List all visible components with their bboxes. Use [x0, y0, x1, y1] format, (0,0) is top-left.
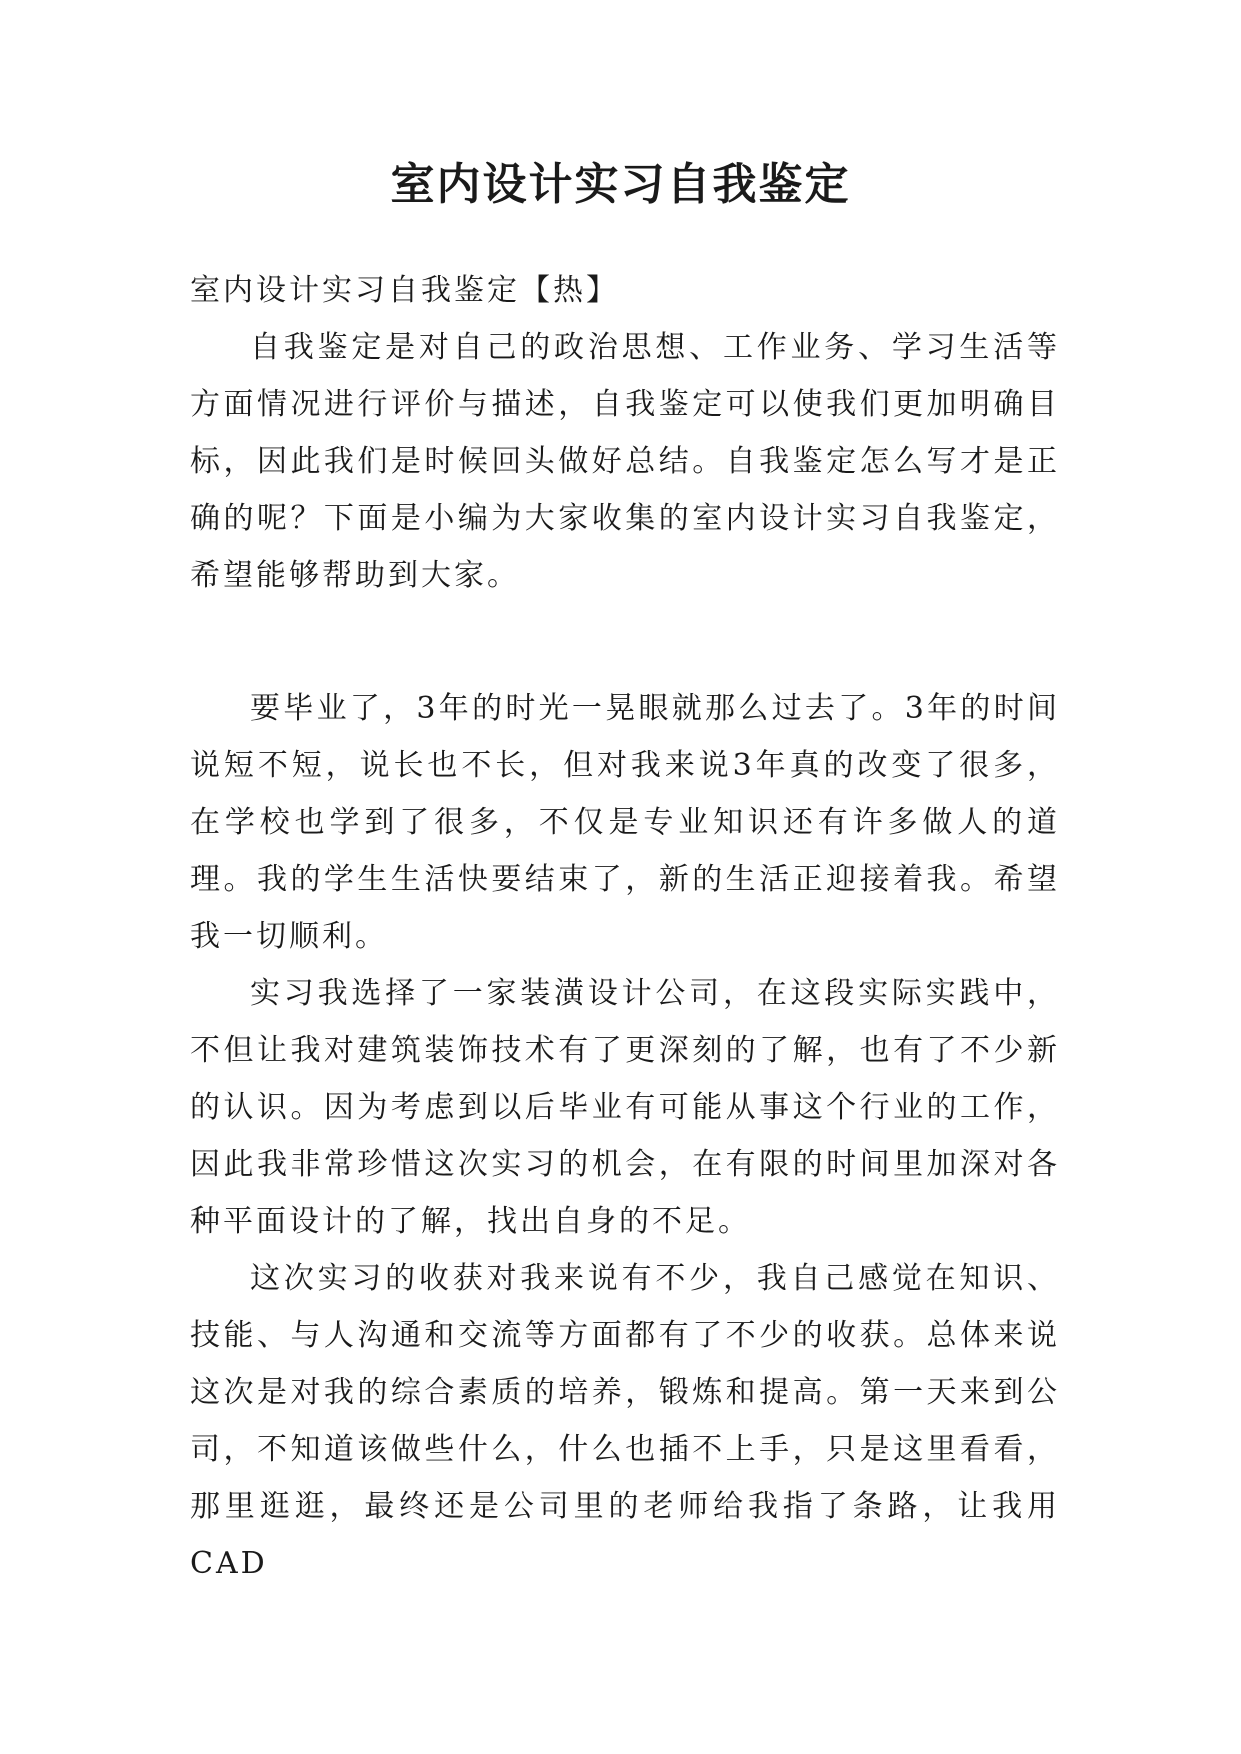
document-body: [190, 262, 1060, 1592]
paragraph-gains: 这次实习的收获对我来说有不少，我自己感觉在知识、技能、与人沟通和交流等方面都有了不少的收获。总体来说这次是对我的综合素质的培养，锻炼和提高。第一天来到公司，不知道该做些什么，什么也插不上手，只是这里看看，那里逛逛，最终还是公司里的老师给我指了条路，让我用CAD: [190, 1261, 1060, 1581]
paragraph-internship: 实习我选择了一家装潢设计公司，在这段实际实践中，不但让我对建筑装饰技术有了更深刻的了解，也有了不少新的认识。因为考虑到以后毕业有可能从事这个行业的工作，因此我非常珍惜这次实习的机会，在有限的时间里加深对各种平面设计的了解，找出自身的不足。: [190, 976, 1060, 1239]
document-subtitle: 室内设计实习自我鉴定【热】: [190, 273, 619, 308]
paragraph-graduation: 要毕业了，3年的时光一晃眼就那么过去了。3年的时间说短不短，说长也不长，但对我来说3年真的改变了很多，在学校也学到了很多，不仅是专业知识还有许多做人的道理。我的学生生活快要结束了，新的生活正迎接着我。希望我一切顺利。: [190, 691, 1060, 954]
paragraph-intro: 自我鉴定是对自己的政治思想、工作业务、学习生活等方面情况进行评价与描述，自我鉴定可以使我们更加明确目标，因此我们是时候回头做好总结。自我鉴定怎么写才是正确的呢？下面是小编为大家收集的室内设计实习自我鉴定，希望能够帮助到大家。: [190, 330, 1060, 593]
paragraph-spacer: [190, 604, 1060, 680]
document-title: 室内设计实习自我鉴定: [390, 159, 851, 210]
